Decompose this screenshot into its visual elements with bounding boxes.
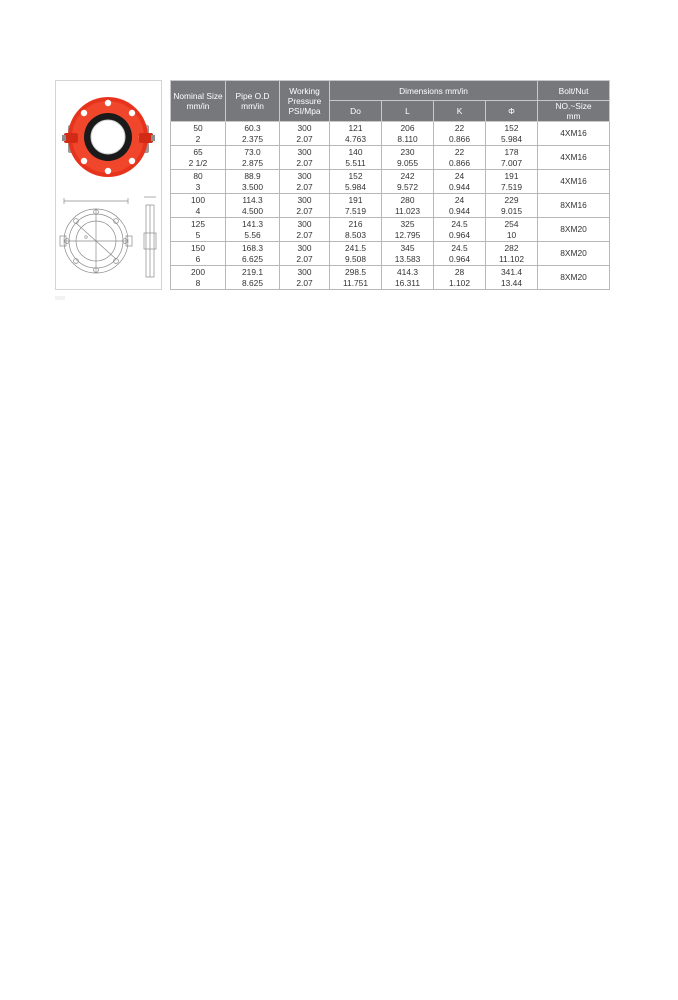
cell-k [434,218,486,242]
table-row [171,266,610,290]
cell-value: 2.07 [296,181,313,192]
cell-value: 50 [193,123,203,133]
header-dimensions: Dimensions mm/in [330,81,538,101]
cell-value: 6 [195,253,201,264]
flange-adapter-photo [58,83,159,186]
cell-value: 242 [400,171,415,181]
cell-value: 5.511 [345,157,366,168]
cell-bolt: 8XM20 [538,218,610,242]
cell-value: 0.964 [449,253,470,264]
cell-value: 0.944 [449,181,470,192]
flange-drawing-icon [58,189,159,287]
cell-value: 200 [191,267,205,277]
cell-value: 73.0 [244,147,261,157]
cell-value: 11.751 [343,277,368,288]
cell-value: 8 [195,277,201,288]
cell-value: 125 [191,219,205,229]
cell-value: 414.3 [397,267,418,277]
header-l: L [382,101,434,122]
cell-nominal [171,122,226,146]
cell-value: 178 [504,147,519,157]
cell-value: 2.07 [296,157,313,168]
cell-value: 11.023 [395,205,420,216]
cell-phi [486,218,538,242]
cell-value: 229 [504,195,519,205]
table-row [171,146,610,170]
cell-value: 13.44 [501,277,522,288]
flange-photo-icon [58,83,159,186]
specification-table [170,80,610,290]
header-pipe-od: Pipe O.D mm/in [226,81,280,122]
cell-value: 9.015 [501,205,522,216]
cell-value: 16.311 [395,277,420,288]
cell-phi [486,122,538,146]
cell-value: 3 [195,181,201,192]
header-do: Do [330,101,382,122]
cell-pressure [280,170,330,194]
cell-value: 4.763 [345,133,366,144]
cell-value: 300 [297,147,312,157]
cell-k [434,146,486,170]
cell-pressure [280,266,330,290]
cell-nominal [171,194,226,218]
cell-k [434,122,486,146]
cell-value: 5 [195,229,201,240]
cell-value: 9.572 [397,181,418,192]
cell-value: 80 [193,171,203,181]
cell-value: 141.3 [242,219,263,229]
cell-value: 280 [400,195,415,205]
cell-value: 230 [400,147,415,157]
cell-do [330,218,382,242]
product-image-panel [55,80,162,290]
cell-value: 325 [400,219,415,229]
cell-value: 22 [454,147,465,157]
cell-k [434,242,486,266]
cell-value: 2.07 [296,205,313,216]
cell-pressure [280,146,330,170]
cell-value: 300 [297,171,312,181]
cell-value: 300 [297,123,312,133]
cell-l [382,242,434,266]
cell-value: 191 [504,171,519,181]
cell-value: 2 1/2 [188,157,208,168]
cell-value: 298.5 [345,267,366,277]
cell-pressure [280,218,330,242]
cell-pressure [280,122,330,146]
cell-nominal [171,170,226,194]
cell-value: 300 [297,195,312,205]
table-row [171,122,610,146]
cell-value: 2.07 [296,229,313,240]
cell-value: 10 [506,229,517,240]
table-row [171,194,610,218]
header-nominal-size: Nominal Size mm/in [171,81,226,122]
cell-l [382,194,434,218]
cell-value: 24.5 [451,243,468,253]
header-k: K [434,101,486,122]
cell-value: 300 [297,267,312,277]
cell-value: 7.519 [501,181,522,192]
cell-phi [486,242,538,266]
page-mark [55,296,65,300]
cell-value: 140 [348,147,363,157]
cell-k [434,194,486,218]
cell-value: 5.984 [345,181,366,192]
cell-value: 13.583 [394,253,421,264]
cell-value: 3.500 [242,181,263,192]
cell-value: 88.9 [244,171,261,181]
cell-value: 7.007 [501,157,522,168]
cell-l [382,122,434,146]
cell-value: 7.519 [345,205,366,216]
cell-value: 60.3 [244,123,261,133]
cell-phi [486,170,538,194]
cell-value: 24.5 [451,219,468,229]
cell-do [330,194,382,218]
cell-value: 254 [504,219,519,229]
cell-pipe-od [226,194,280,218]
header-bolt-nut: Bolt/Nut [538,81,610,101]
cell-l [382,218,434,242]
cell-value: 100 [191,195,205,205]
cell-pipe-od [226,170,280,194]
cell-value: 121 [348,123,363,133]
cell-value: 2.07 [296,253,313,264]
cell-value: 9.055 [397,157,418,168]
cell-phi [486,266,538,290]
cell-do [330,266,382,290]
cell-bolt: 8XM20 [538,266,610,290]
cell-value: 241.5 [345,243,366,253]
cell-value: 168.3 [242,243,263,253]
cell-value: 300 [297,219,312,229]
cell-value: 219.1 [242,267,263,277]
cell-value: 300 [297,243,312,253]
cell-bolt: 8XM20 [538,242,610,266]
cell-value: 5.984 [501,133,522,144]
cell-value: 4.500 [242,205,263,216]
cell-pipe-od [226,242,280,266]
cell-value: 341.4 [501,267,522,277]
cell-value: 24 [454,171,465,181]
cell-pressure [280,194,330,218]
cell-pipe-od [226,218,280,242]
cell-do [330,242,382,266]
specification-table-body [171,122,610,290]
svg-text:Φ: Φ [84,235,88,241]
cell-nominal [171,146,226,170]
cell-value: 206 [400,123,415,133]
cell-value: 12.795 [394,229,421,240]
cell-value: 24 [454,195,465,205]
cell-value: 2.875 [242,157,263,168]
cell-value: 114.3 [242,195,263,205]
cell-do [330,122,382,146]
cell-value: 2 [195,133,201,144]
cell-value: 0.944 [449,205,470,216]
cell-value: 152 [348,171,363,181]
cell-nominal [171,218,226,242]
cell-value: 0.964 [449,229,470,240]
cell-value: 0.866 [449,133,470,144]
cell-value: 9.508 [345,253,366,264]
cell-l [382,170,434,194]
cell-pressure [280,242,330,266]
cell-value: 8.110 [397,133,418,144]
header-phi: Φ [486,101,538,122]
cell-value: 6.625 [242,253,263,264]
cell-value: 8.625 [242,277,263,288]
cell-value: 22 [454,123,465,133]
table-row [171,170,610,194]
cell-k [434,170,486,194]
cell-l [382,146,434,170]
cell-bolt: 4XM16 [538,122,610,146]
cell-value: 2.07 [296,133,313,144]
cell-nominal [171,242,226,266]
header-working-pressure: Working Pressure PSI/Mpa [280,81,330,122]
cell-nominal [171,266,226,290]
cell-phi [486,194,538,218]
cell-value: 4 [195,205,201,216]
cell-value: 282 [504,243,519,253]
cell-l [382,266,434,290]
cell-value: 65 [193,147,203,157]
header-no-size: NO.~Size mm [538,101,610,122]
cell-value: 2.375 [242,133,263,144]
table-row [171,218,610,242]
cell-do [330,146,382,170]
cell-value: 2.07 [296,277,313,288]
cell-value: 345 [400,243,415,253]
table-row [171,242,610,266]
cell-k [434,266,486,290]
cell-value: 11.102 [499,253,524,264]
cell-value: 216 [348,219,363,229]
cell-value: 1.102 [449,277,470,288]
cell-pipe-od [226,122,280,146]
cell-value: 150 [191,243,205,253]
cell-pipe-od [226,146,280,170]
cell-value: 191 [348,195,363,205]
cell-bolt: 8XM16 [538,194,610,218]
cell-value: 28 [454,267,465,277]
cell-value: 0.866 [449,157,470,168]
cell-bolt: 4XM16 [538,170,610,194]
cell-value: 5.56 [244,229,261,240]
cell-do [330,170,382,194]
cell-bolt: 4XM16 [538,146,610,170]
flange-technical-drawing [58,189,159,287]
cell-pipe-od [226,266,280,290]
cell-value: 152 [504,123,519,133]
cell-value: 8.503 [345,229,366,240]
cell-phi [486,146,538,170]
